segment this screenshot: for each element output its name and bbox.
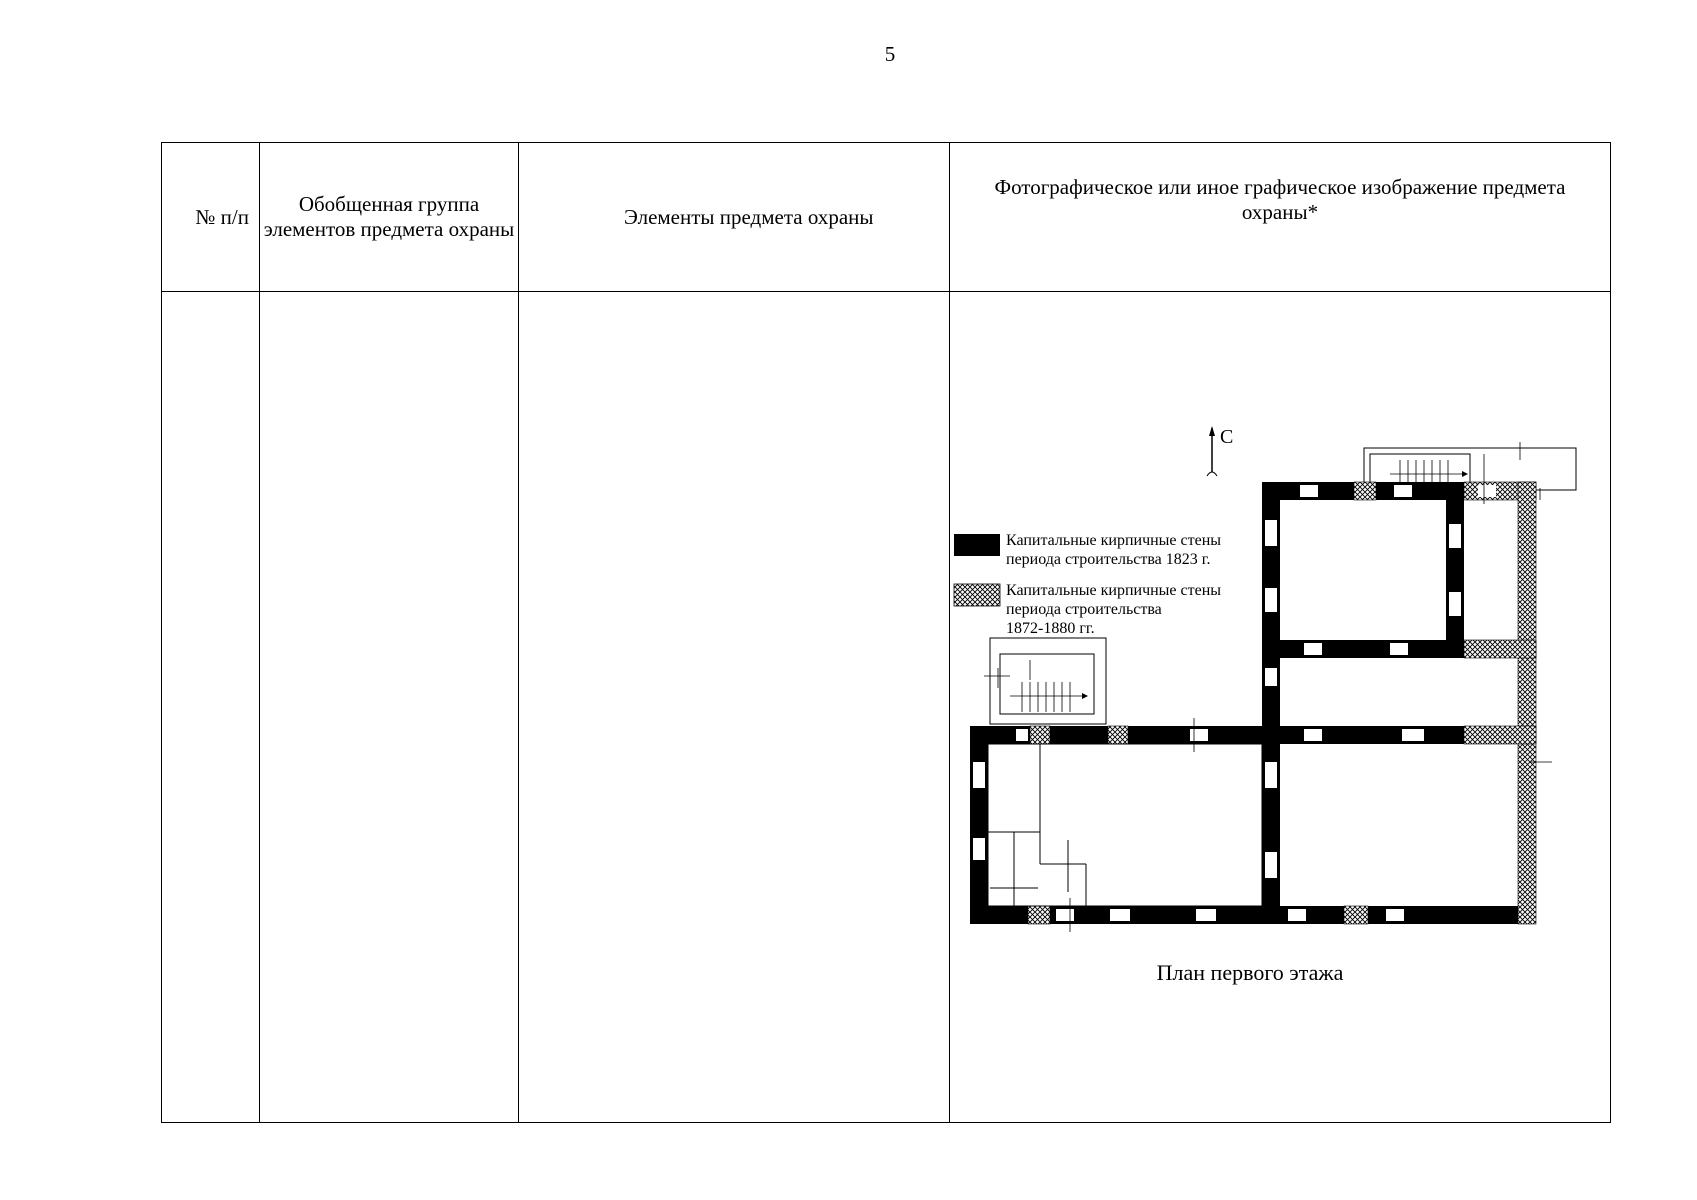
legend-1872-line3: 1872-1880 гг.	[1006, 620, 1095, 637]
figure-caption: План первого этажа	[1156, 960, 1344, 985]
cell-elements	[519, 292, 950, 1123]
cell-number	[162, 292, 260, 1123]
legend-1872-line2: периода строительства	[1006, 601, 1162, 618]
legend-1823-line2: периода строительства 1823 г.	[1006, 551, 1211, 568]
header-elements: Элементы предмета охраны	[519, 143, 950, 292]
table-row	[162, 292, 1611, 1123]
north-label: С	[1220, 426, 1234, 448]
header-element-group: Обобщенная группа элементов предмета охраны	[260, 143, 519, 292]
cell-element-group	[260, 292, 519, 1123]
floor-plan-drawing	[950, 292, 1610, 1154]
floor-plan	[970, 442, 1576, 932]
protection-table	[161, 142, 1611, 1123]
header-image: Фотографическое или иное графическое изображение предмета охраны*	[950, 143, 1611, 292]
north-arrow-icon	[1207, 426, 1217, 476]
cell-image	[950, 292, 1611, 1123]
legend-swatch-1872	[954, 584, 1000, 606]
header-number: № п/п	[162, 143, 260, 292]
legend-1823-line1: Капитальные кирпичные стены	[1006, 532, 1222, 549]
legend-swatch-1823	[954, 534, 1000, 556]
table-header-row	[162, 143, 1611, 292]
legend-1872-line1: Капитальные кирпичные стены	[1006, 582, 1222, 599]
page-number: 5	[884, 42, 896, 66]
